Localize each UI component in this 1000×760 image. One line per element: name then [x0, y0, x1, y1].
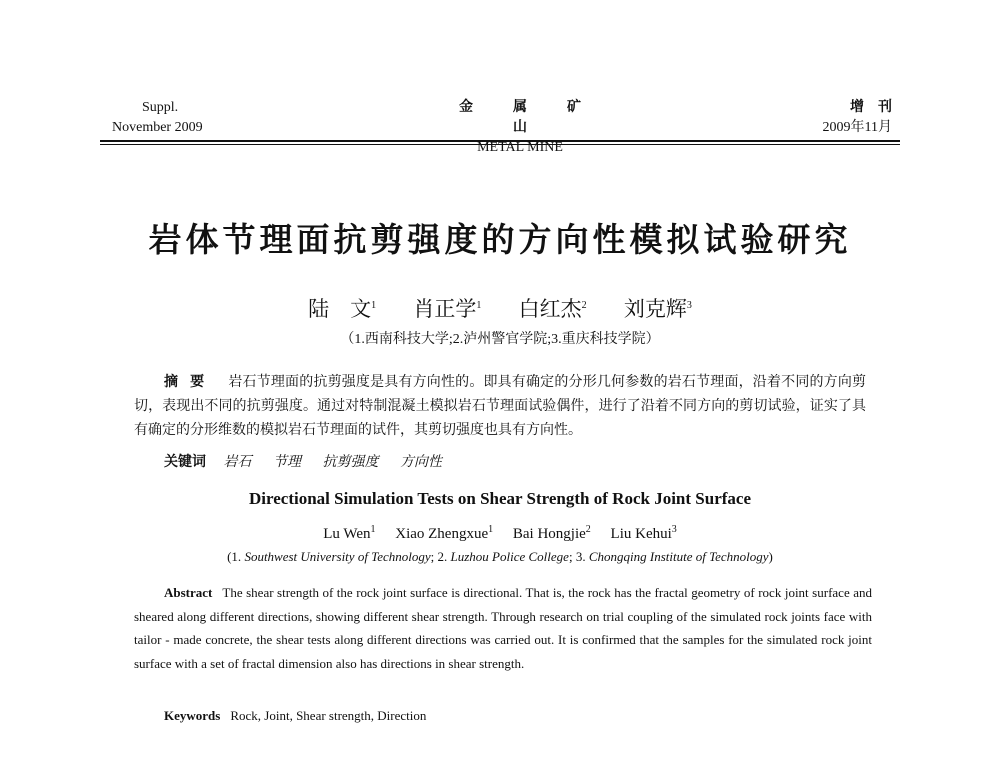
header-left — [112, 98, 203, 138]
keyword-cn: 节理 — [273, 455, 301, 470]
keywords-text-en: Rock, Joint, Shear strength, Direction — [230, 708, 427, 723]
author-cn: 肖正学$^1$ — [413, 297, 482, 321]
author-list-cn — [0, 293, 1000, 323]
keywords-label-en: Keywords — [164, 708, 221, 723]
affiliation-en: (1. Southwest University of Technology; 2. Luzhou Police College; 3. Chongqing Institute of Technology) — [227, 549, 773, 564]
abstract-en — [134, 581, 872, 675]
supplement-label-cn: 增刊 — [850, 100, 906, 115]
paper-title-cn: 岩体节理面抗剪强度的方向性模拟试验研究 — [148, 220, 852, 259]
journal-name-en: METAL MINE — [477, 140, 563, 155]
author-en: Bai Hongjie$^2$ — [512, 524, 591, 542]
affiliation-cn: （1.西南科技大学;2.泸州警官学院;3.重庆科技学院） — [340, 332, 660, 347]
journal-name — [400, 98, 640, 158]
author-cn: 陆 文$^1$ — [308, 297, 377, 321]
author-cn: 白红杰$^2$ — [518, 297, 587, 321]
abstract-text-en: The shear strength of the rock joint surface is directional. That is, the rock has the fractal geometry of rock joint surface and sheared along different directions, showing different shear strength. Through research on trial coupling of the simulated rock joints face with tailor - made concrete, the shear tests along different directions was carried out. It is confirmed that the samples for the simulated rock joint surface with a set of fractal dimension also has directions in shear strength. — [134, 585, 872, 671]
author-en: Liu Kehui$^3$ — [610, 524, 677, 542]
abstract-label-cn: 摘要 — [164, 375, 217, 390]
issue-date-cn: 2009年11月 — [822, 120, 892, 135]
keywords-cn — [164, 451, 460, 471]
author-cn: 刘克辉$^3$ — [623, 297, 692, 321]
paper-title-en: Directional Simulation Tests on Shear Strength of Rock Joint Surface — [248, 489, 751, 508]
abstract-text-cn: 岩石节理面的抗剪强度是具有方向性的。即具有确定的分形几何参数的岩石节理面，沿着不同的方向剪切，表现出不同的抗剪强度。通过对特制混凝土模拟岩石节理面试验偶件，进行了沿着不同方向的剪切试验，证实了具有确定的分形维数的模拟岩石节理面的试件，其剪切强度也具有方向性。 — [134, 375, 867, 438]
header-rule — [100, 140, 900, 145]
keywords-en — [164, 708, 426, 724]
keyword-cn: 岩石 — [223, 455, 252, 470]
issue-date-en: November 2009 — [112, 120, 203, 135]
keyword-cn: 抗剪强度 — [322, 455, 379, 470]
abstract-label-en: Abstract — [164, 585, 213, 600]
journal-name-cn: 金属矿山 — [459, 100, 621, 135]
author-en: Lu Wen$^1$ — [323, 524, 376, 542]
abstract-cn — [134, 371, 866, 443]
author-list-en — [0, 524, 1000, 543]
author-en: Xiao Zhengxue$^1$ — [395, 524, 494, 542]
header-right — [822, 98, 906, 138]
keyword-cn: 方向性 — [400, 455, 442, 470]
keywords-label-cn: 关键词 — [164, 455, 206, 470]
supplement-label: Suppl. — [142, 100, 179, 115]
